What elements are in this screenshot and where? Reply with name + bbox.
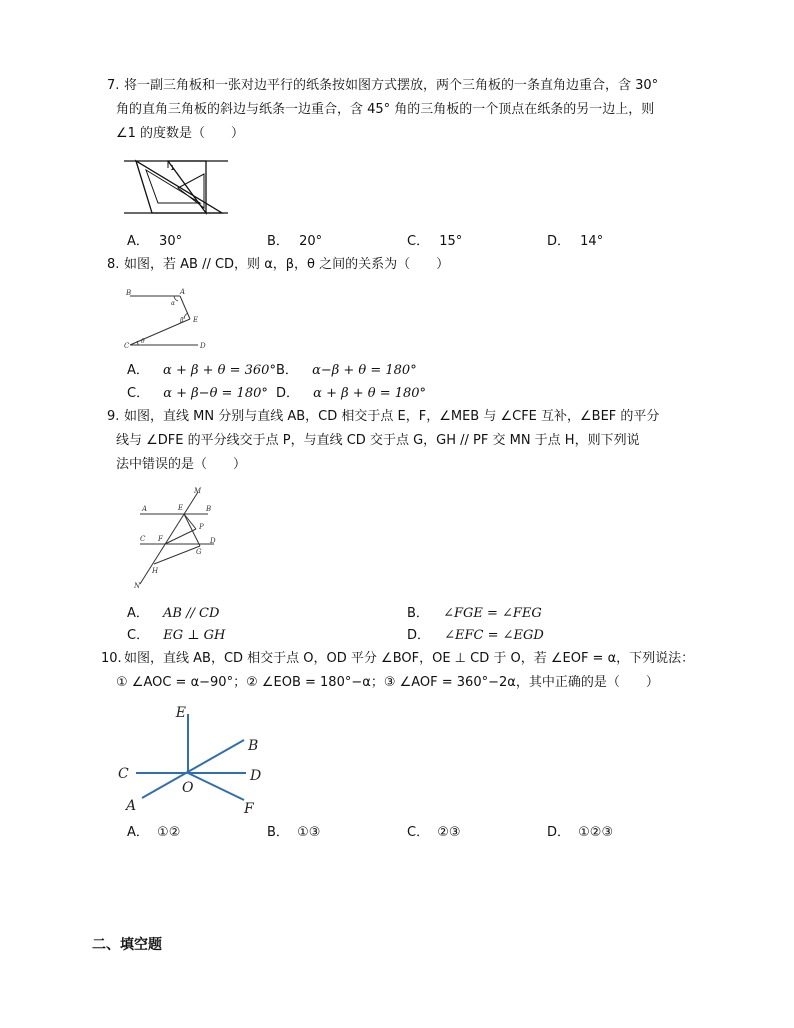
option-text: 30°	[159, 234, 183, 249]
option-letter: B．	[276, 363, 298, 378]
q8-label-d: D	[200, 342, 206, 350]
q8-number: 8.	[107, 257, 120, 272]
q10-option-b[interactable]	[267, 824, 320, 842]
q7-angle-label: 1	[170, 164, 175, 172]
option-letter: D．	[547, 234, 571, 249]
q9-label-g: G	[196, 548, 202, 556]
option-text: α−β + θ = 180°	[312, 363, 417, 378]
q9-figure	[132, 484, 222, 592]
option-letter: A．	[127, 234, 149, 249]
q10-label-d: D	[250, 768, 262, 784]
q8-option-c[interactable]	[127, 385, 268, 403]
q8-label-a: A	[180, 288, 186, 296]
q10-label-f: F	[244, 801, 254, 817]
option-text: α + β−θ = 180°	[163, 386, 268, 401]
q7-option-b[interactable]	[267, 233, 322, 251]
q8-option-b[interactable]	[276, 362, 417, 380]
q8-label-b: B	[126, 289, 132, 297]
option-text: 14°	[580, 234, 604, 249]
q9-option-b[interactable]	[407, 605, 542, 623]
q9-text-line3: 法中错误的是（ ）	[116, 457, 247, 472]
q10-label-c: C	[118, 766, 129, 782]
q8-figure	[124, 286, 214, 350]
q9-number: 9.	[107, 409, 120, 424]
q9-label-p: P	[199, 523, 204, 531]
q9-option-a[interactable]	[127, 605, 219, 623]
option-text: ∠EFC = ∠EGD	[444, 628, 544, 643]
q7-number: 7.	[107, 78, 120, 93]
option-letter: D．	[407, 628, 431, 643]
q8-label-beta: β	[180, 317, 184, 324]
option-text: AB // CD	[163, 606, 220, 621]
q7-option-c[interactable]	[407, 233, 462, 251]
option-letter: C．	[127, 628, 150, 643]
option-text: 20°	[299, 234, 323, 249]
option-letter: D．	[276, 386, 300, 401]
q7-option-d[interactable]	[547, 233, 603, 251]
q8-label-c: C	[124, 342, 130, 350]
q9-label-e: E	[178, 504, 184, 512]
option-text: ①②③	[578, 825, 614, 840]
option-text: ∠FGE = ∠FEG	[443, 606, 542, 621]
q10-figure	[116, 700, 276, 820]
q10-label-e: E	[175, 705, 186, 721]
q9-label-n: N	[134, 582, 141, 590]
q10-label-b: B	[248, 738, 259, 754]
option-letter: B．	[267, 825, 289, 840]
q9-label-a: A	[142, 505, 148, 513]
q9-label-h: H	[152, 567, 159, 575]
q9-label-m: M	[194, 487, 202, 495]
q8-option-a[interactable]	[127, 362, 276, 380]
q8-option-d[interactable]	[276, 385, 426, 403]
q9-label-c: C	[140, 535, 146, 543]
option-letter: A．	[127, 606, 149, 621]
option-text: 15°	[439, 234, 463, 249]
option-letter: A．	[127, 363, 149, 378]
option-letter: C．	[407, 825, 430, 840]
q9-text-line1: 如图，直线 MN 分别与直线 AB，CD 相交于点 E，F，∠MEB 与 ∠CFE 互补，∠BEF 的平分	[124, 409, 660, 424]
option-text: EG ⊥ GH	[163, 628, 226, 643]
option-text: α + β + θ = 180°	[313, 386, 427, 401]
option-letter: B．	[407, 606, 429, 621]
option-text: α + β + θ = 360°	[163, 363, 276, 378]
section-title-fill-blank: 二、填空题	[92, 937, 162, 953]
q7-text-line1: 将一副三角板和一张对边平行的纸条按如图方式摆放，两个三角板的一条直角边重合，含 30°	[124, 78, 659, 93]
q10-option-d[interactable]	[547, 824, 613, 842]
q10-number: 10.	[101, 651, 122, 666]
option-letter: C．	[127, 386, 150, 401]
q10-label-o: O	[182, 780, 194, 796]
q9-text-line2: 线与 ∠DFE 的平分线交于点 P，与直线 CD 交于点 G，GH // PF 交 MN 于点 H，则下列说	[116, 433, 640, 448]
q8-text-line1: 如图，若 AB // CD，则 α，β，θ 之间的关系为（ ）	[124, 257, 450, 272]
q8-label-e: E	[193, 316, 199, 324]
option-letter: A．	[127, 825, 149, 840]
q7-figure	[124, 156, 234, 218]
q9-label-b: B	[206, 505, 212, 513]
q10-label-a: A	[126, 798, 137, 814]
option-letter: B．	[267, 234, 289, 249]
option-letter: D．	[547, 825, 571, 840]
q10-option-c[interactable]	[407, 824, 461, 842]
q9-label-f: F	[158, 535, 163, 543]
q8-label-theta: θ	[141, 338, 145, 345]
q7-text-line2: 角的直角三角板的斜边与纸条一边重合，含 45° 角的三角板的一个顶点在纸条的另一边上，则	[116, 102, 655, 117]
q8-label-alpha: α	[171, 300, 176, 307]
q7-text-line3: ∠1 的度数是（ ）	[116, 126, 245, 141]
q9-option-c[interactable]	[127, 627, 225, 645]
option-letter: C．	[407, 234, 430, 249]
q10-option-a[interactable]	[127, 824, 180, 842]
q9-label-d: D	[210, 537, 216, 545]
q9-option-d[interactable]	[407, 627, 544, 645]
q10-text-line2: ① ∠AOC = α−90°；② ∠EOB = 180°−α；③ ∠AOF = 360°−2α，其中正确的是（ ）	[116, 675, 659, 690]
q7-option-a[interactable]	[127, 233, 182, 251]
q10-text-line1: 如图，直线 AB，CD 相交于点 O，OD 平分 ∠BOF，OE ⊥ CD 于 O，若 ∠EOF = α，下列说法：	[124, 651, 695, 666]
option-text: ①②	[157, 825, 181, 840]
option-text: ②③	[437, 825, 461, 840]
option-text: ①③	[297, 825, 321, 840]
